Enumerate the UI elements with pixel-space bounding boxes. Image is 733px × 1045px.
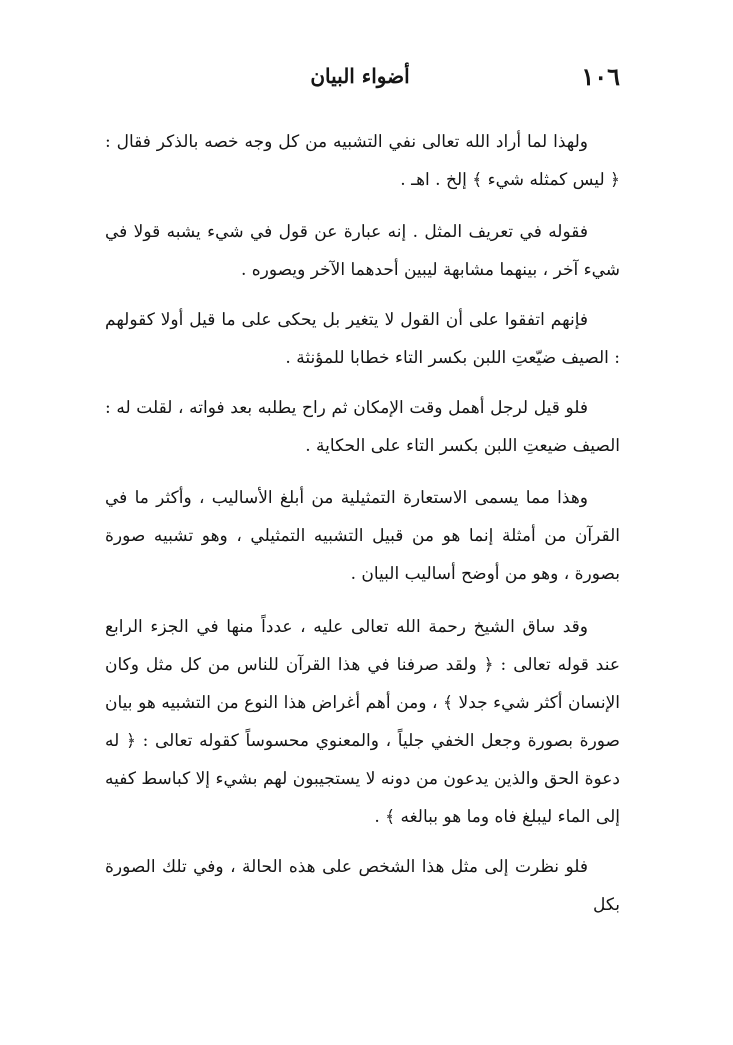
paragraph: وقد ساق الشيخ رحمة الله تعالى عليه ، عدداً منها في الجزء الرابع عند قوله تعالى : ﴿ ولقد صرفنا في هذا القرآن للناس من كل مثل وكان الإنسان أكثر شيء جدلا ﴾ ، ومن أهم أغراض هذا النوع من التشبيه هو بيان صورة بصورة وجعل الخفي جلياً ، والمعنوي محسوساً كقوله تعالى : ﴿ له دعوة الحق والذين يدعون من دونه لا يستجيبون لهم بشيء إلا كباسط كفيه إلى الماء ليبلغ فاه وما هو ببالغه ﴾ . [105, 617, 620, 827]
body-text [105, 123, 620, 924]
paragraph: فقوله في تعريف المثل . إنه عبارة عن قول في شيء يشبه قولا في شيء آخر ، بينهما مشابهة ليبين أحدهما الآخر ويصوره . [105, 222, 620, 280]
paragraph: فلو قيل لرجل أهمل وقت الإمكان ثم راح يطلبه بعد فواته ، لقلت له : الصيف ضيعتِ اللبن بكسر التاء على الحكاية . [105, 398, 620, 456]
paragraph: فإنهم اتفقوا على أن القول لا يتغير بل يحكى على ما قيل أولا كقولهم : الصيف ضيّعتِ اللبن بكسر التاء خطابا للمؤنثة . [105, 310, 620, 368]
paragraph: وهذا مما يسمى الاستعارة التمثيلية من أبلغ الأساليب ، وأكثر ما في القرآن من أمثلة إنما هو من قبيل التشبيه التمثيلي ، وهو تشبيه صورة بصورة ، وهو من أوضح أساليب البيان . [105, 488, 620, 584]
page-number: ١٠٦ [581, 62, 620, 91]
paragraph: ولهذا لما أراد الله تعالى نفي التشبيه من كل وجه خصه بالذكر فقال : ﴿ ليس كمثله شيء ﴾ إلخ . اهـ . [105, 132, 620, 190]
page-header [100, 62, 620, 102]
paragraph: فلو نظرت إلى مثل هذا الشخص على هذه الحالة ، وفي تلك الصورة بكل [105, 857, 620, 915]
running-title: أضواء البيان [310, 64, 410, 88]
